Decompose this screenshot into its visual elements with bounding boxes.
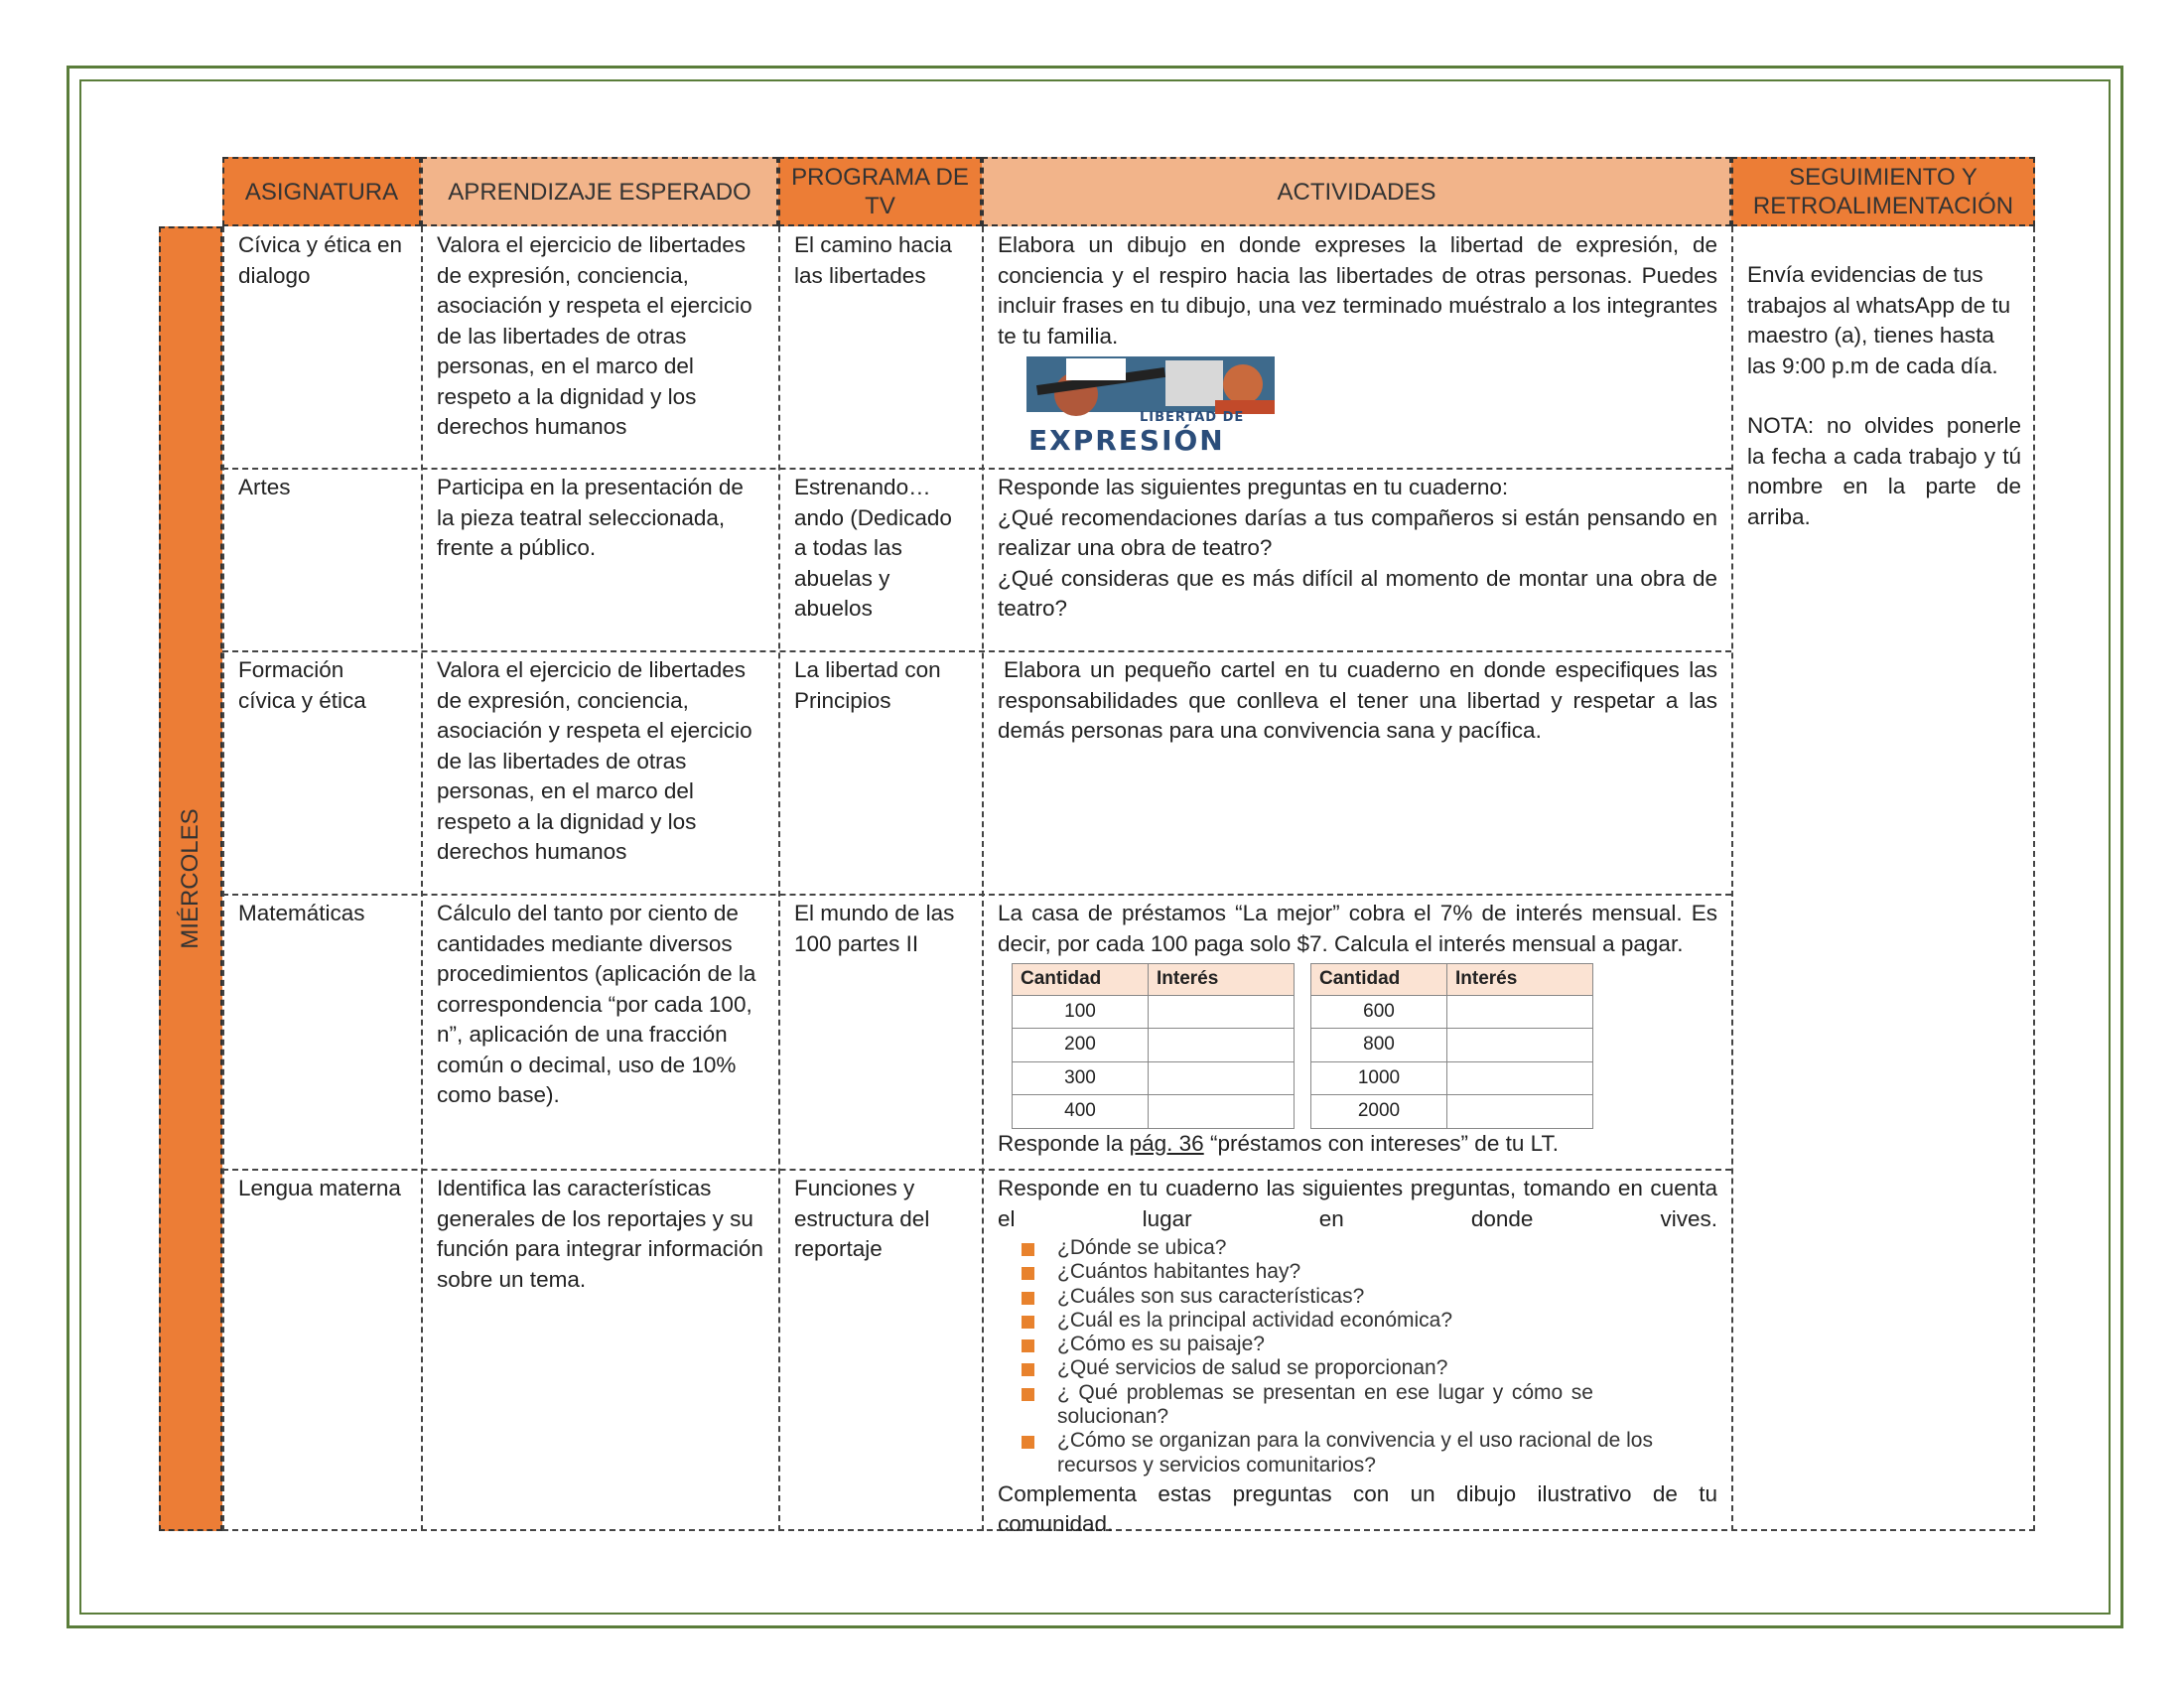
feedback-spacer bbox=[1747, 381, 2021, 411]
day-column bbox=[159, 226, 222, 1531]
table-header-cantidad: Cantidad bbox=[1013, 964, 1149, 996]
row4-learning: Cálculo del tanto por ciento de cantidades mediante diversos procedimientos (aplicación de la correspondencia “por cada 100, n”, aplicación de una fracción común o decimal, uso de 10% como base). bbox=[437, 901, 756, 1107]
row2-subject: Artes bbox=[238, 475, 291, 499]
row2-activity-q1: ¿Qué recomendaciones darías a tus compañeros si están pensando en realizar una obra de teatro? bbox=[998, 504, 1717, 560]
header-asignatura: ASIGNATURA bbox=[222, 157, 421, 226]
feedback-nota: NOTA: no olvides ponerle la fecha a cada trabajo y tú nombre en la parte de arriba. bbox=[1747, 413, 2021, 529]
row4-activity-footer bbox=[998, 1129, 1717, 1160]
table-cell: 300 bbox=[1013, 1061, 1149, 1095]
list-item: ¿Cómo es su paisaje? bbox=[1022, 1333, 1717, 1356]
row5-activity-intro: Responde en tu cuaderno las siguientes preguntas, tomando en cuenta el lugar en donde vives. bbox=[998, 1176, 1717, 1231]
image-caption-top: LIBERTAD DE bbox=[1140, 410, 1245, 425]
row1-activity bbox=[984, 226, 1731, 355]
table-cell bbox=[1447, 995, 1593, 1029]
row5-subject: Lengua materna bbox=[238, 1176, 401, 1200]
table-cell: 800 bbox=[1311, 1029, 1447, 1062]
row2-learning: Participa en la presentación de la pieza teatral seleccionada, frente a público. bbox=[437, 475, 744, 560]
header-aprendizaje: APRENDIZAJE ESPERADO bbox=[421, 157, 778, 226]
libertad-expresion-image bbox=[1017, 354, 1295, 458]
row4-activity bbox=[984, 895, 1731, 1163]
table-cell bbox=[1149, 1061, 1295, 1095]
question-list bbox=[1022, 1236, 1717, 1477]
row2-activity-q2: ¿Qué consideras que es más difícil al momento de montar una obra de teatro? bbox=[998, 565, 1717, 621]
header-programa: PROGRAMA DE TV bbox=[778, 157, 982, 226]
table-cell bbox=[1447, 1061, 1593, 1095]
row3-learning: Valora el ejercicio de libertades de expresión, conciencia, asociación y respeta el ejercicio de las libertades de otras personas, en el marco del respeto a la dignidad y los derechos humanos bbox=[437, 657, 752, 864]
feedback-text: Envía evidencias de tus trabajos al whatsApp de tu maestro (a), tienes hasta las 9:00 p.m de cada día. bbox=[1747, 262, 2011, 378]
header-seguimiento: SEGUIMIENTO Y RETROALIMENTACIÓN bbox=[1731, 157, 2035, 226]
list-item: ¿ Qué problemas se presentan en ese lugar y cómo se solucionan? bbox=[1022, 1381, 1593, 1430]
row1-subject: Cívica y ética en dialogo bbox=[238, 232, 403, 288]
row3-program: La libertad con Principios bbox=[794, 657, 941, 713]
image-caption-bottom: EXPRESIÓN bbox=[1028, 424, 1225, 457]
page-link[interactable]: pág. 36 bbox=[1129, 1130, 1204, 1156]
list-item: ¿Qué servicios de salud se proporcionan? bbox=[1022, 1356, 1717, 1380]
footer-post: “préstamos con intereses” de tu LT. bbox=[1209, 1130, 1559, 1156]
list-item: ¿Dónde se ubica? bbox=[1022, 1236, 1717, 1260]
row2-activity bbox=[984, 469, 1731, 629]
row3-subject: Formación cívica y ética bbox=[238, 657, 366, 713]
list-item: ¿Cuál es la principal actividad económica? bbox=[1022, 1309, 1717, 1333]
list-item: ¿Cuántos habitantes hay? bbox=[1022, 1260, 1717, 1284]
footer-pre: Responde la bbox=[998, 1130, 1124, 1156]
feedback-cell bbox=[1733, 256, 2035, 536]
interest-table-left bbox=[1012, 963, 1295, 1129]
row5-activity-outro: Complementa estas preguntas con un dibujo ilustrativo de tu comunidad. bbox=[998, 1480, 1717, 1537]
row5-program: Funciones y estructura del reportaje bbox=[794, 1176, 930, 1261]
day-label: MIÉRCOLES bbox=[176, 808, 204, 949]
row1-learning: Valora el ejercicio de libertades de expresión, conciencia, asociación y respeta el ejercicio de las libertades de otras personas, en el marco del respeto a la dignidad y los derechos humanos bbox=[437, 232, 752, 439]
row4-subject: Matemáticas bbox=[238, 901, 365, 925]
table-header-interes: Interés bbox=[1149, 964, 1295, 996]
row4-program: El mundo de las 100 partes II bbox=[794, 901, 955, 956]
row3-activity: Elabora un pequeño cartel en tu cuaderno en donde especifiques las responsabilidades que conlleva el tener una libertad y respetar a las demás personas para una convivencia sana y pacífica. bbox=[998, 657, 1717, 743]
table-cell: 1000 bbox=[1311, 1061, 1447, 1095]
row1-activity-text: Elabora un dibujo en donde expreses la libertad de expresión, de conciencia y el respiro hacia las libertades de otras personas. Puedes incluir frases en tu dibujo, una vez terminado muéstralo a los integrantes te tu familia. bbox=[998, 232, 1717, 349]
row4-activity-text: La casa de préstamos “La mejor” cobra el 7% de interés mensual. Es decir, por cada 100 paga solo $7. Calcula el interés mensual a pagar. bbox=[998, 901, 1717, 956]
row1-program: El camino hacia las libertades bbox=[794, 232, 952, 288]
interest-table-right bbox=[1310, 963, 1593, 1129]
table-header-cantidad: Cantidad bbox=[1311, 964, 1447, 996]
table-cell: 100 bbox=[1013, 995, 1149, 1029]
row5-learning: Identifica las características generales de los reportajes y su función para integrar información sobre un tema. bbox=[437, 1176, 763, 1292]
table-cell: 600 bbox=[1311, 995, 1447, 1029]
interest-tables bbox=[1012, 963, 1717, 1129]
table-cell: 400 bbox=[1013, 1095, 1149, 1129]
list-item: ¿Cómo se organizan para la convivencia y el uso racional de los recursos y servicios comunitarios? bbox=[1022, 1429, 1653, 1477]
col-divider-2 bbox=[778, 226, 780, 1531]
table-cell bbox=[1447, 1029, 1593, 1062]
row2-program: Estrenando… ando (Dedicado a todas las abuelas y abuelos bbox=[794, 475, 952, 621]
table-cell bbox=[1149, 995, 1295, 1029]
row5-activity bbox=[984, 1170, 1731, 1544]
table-cell bbox=[1447, 1095, 1593, 1129]
table-header-interes: Interés bbox=[1447, 964, 1593, 996]
table-cell bbox=[1149, 1029, 1295, 1062]
row2-activity-intro: Responde las siguientes preguntas en tu cuaderno: bbox=[998, 475, 1509, 499]
header-actividades: ACTIVIDADES bbox=[982, 157, 1731, 226]
table-cell bbox=[1149, 1095, 1295, 1129]
table-cell: 2000 bbox=[1311, 1095, 1447, 1129]
list-item: ¿Cuáles son sus características? bbox=[1022, 1285, 1717, 1309]
table-cell: 200 bbox=[1013, 1029, 1149, 1062]
